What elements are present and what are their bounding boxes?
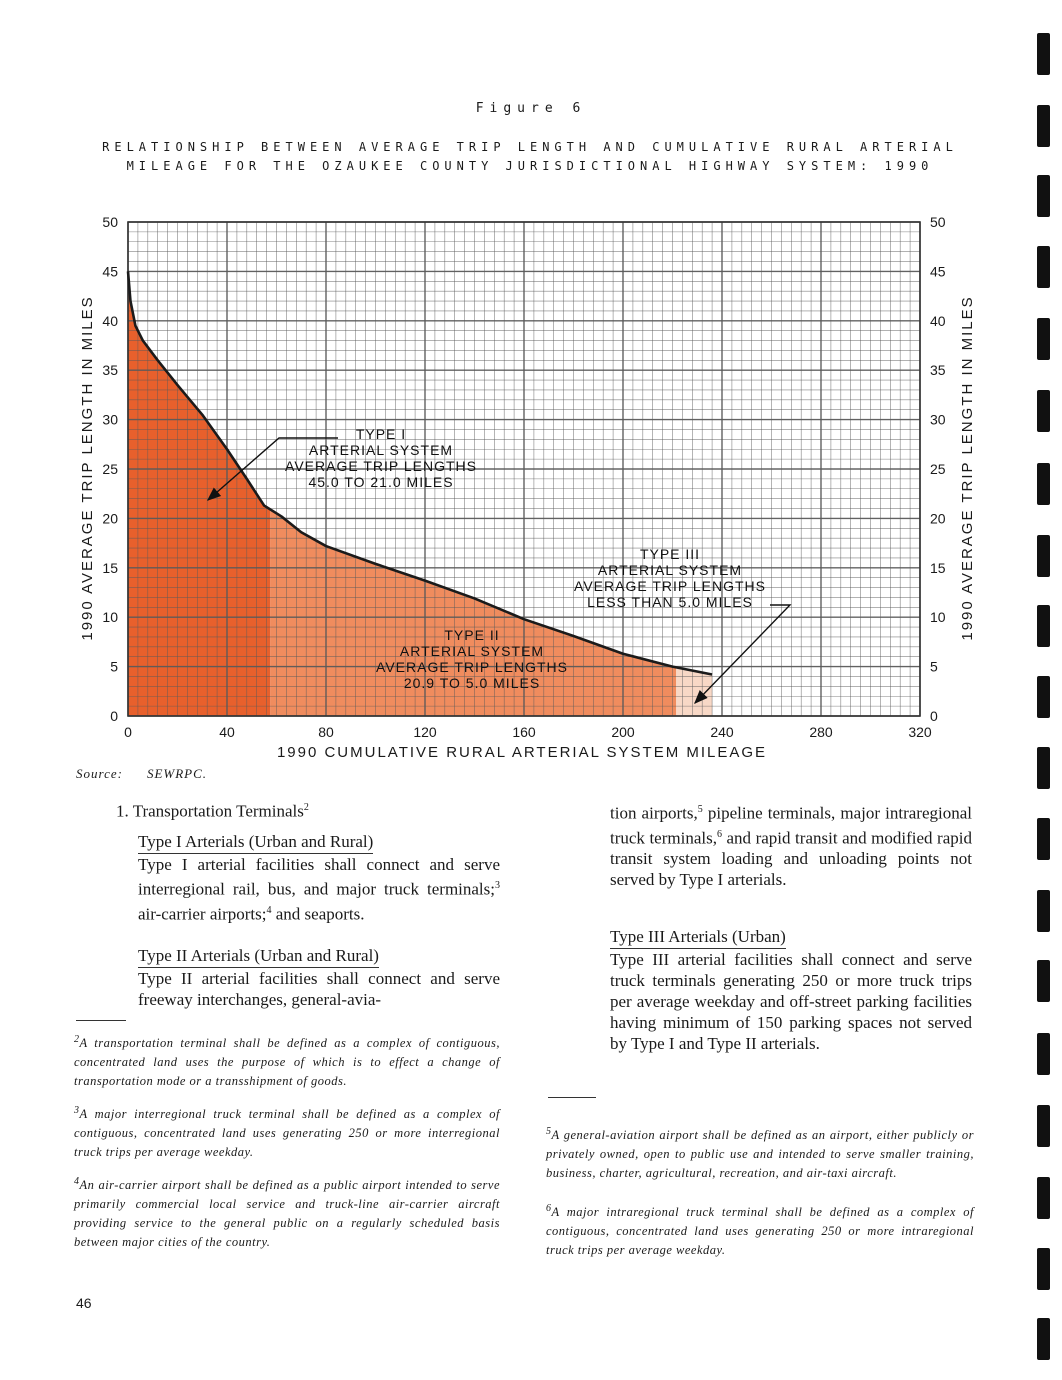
binding-mark bbox=[1037, 390, 1050, 432]
y-tick-label-left: 45 bbox=[102, 263, 118, 280]
annotation-line: TYPE I bbox=[355, 426, 407, 442]
footnote-ref-4: 4 bbox=[266, 904, 272, 916]
annotation-line: TYPE III bbox=[639, 546, 701, 562]
binding-mark bbox=[1037, 246, 1050, 288]
binding-mark bbox=[1037, 960, 1050, 1002]
footnote-ref-3: 3 bbox=[495, 880, 500, 891]
annotation-line: AVERAGE TRIP LENGTHS bbox=[285, 458, 477, 474]
y-tick-label-left: 10 bbox=[102, 609, 118, 626]
binding-mark bbox=[1037, 463, 1050, 505]
x-tick-label: 240 bbox=[710, 724, 734, 740]
binding-mark bbox=[1037, 605, 1050, 647]
x-tick-label: 120 bbox=[413, 724, 437, 740]
x-tick-label: 320 bbox=[908, 724, 932, 740]
source-value: SEWRPC. bbox=[146, 766, 208, 781]
footnote-ref-5: 5 bbox=[697, 804, 703, 815]
y-tick-label-right: 40 bbox=[930, 312, 946, 329]
type2-heading: Type II Arterials (Urban and Rural) bbox=[138, 945, 379, 968]
x-tick-label: 0 bbox=[124, 724, 132, 740]
y-tick-label-left: 50 bbox=[102, 214, 118, 230]
binding-mark bbox=[1037, 318, 1050, 360]
footnote-divider-right bbox=[548, 1097, 596, 1098]
binding-mark bbox=[1037, 1105, 1050, 1147]
footnotes-right bbox=[546, 1122, 974, 1260]
y-tick-label-left: 15 bbox=[102, 559, 118, 576]
x-tick-label: 200 bbox=[611, 724, 635, 740]
binding-mark bbox=[1037, 1248, 1050, 1290]
figure-title-line-1: RELATIONSHIP BETWEEN AVERAGE TRIP LENGTH AND CUMULATIVE RURAL ARTERIAL bbox=[102, 140, 958, 154]
y-tick-label-right: 5 bbox=[930, 658, 938, 675]
y-tick-label-right: 35 bbox=[930, 362, 946, 379]
type1-heading: Type I Arterials (Urban and Rural) bbox=[138, 831, 373, 854]
y-tick-label-right: 50 bbox=[930, 214, 946, 230]
y-tick-label-left: 40 bbox=[102, 312, 118, 329]
source-label: Source: bbox=[76, 766, 123, 781]
type1-paragraph: Type I arterial facilities shall connect and serve interregional rail, bus, and major truck terminals;$^3$ air-carrier airports;$^4$ and seaports. bbox=[138, 855, 500, 924]
y-tick-label-right: 20 bbox=[930, 510, 946, 527]
y-axis-label-left: 1990 AVERAGE TRIP LENGTH IN MILES bbox=[79, 295, 96, 641]
y-tick-label-left: 30 bbox=[102, 411, 118, 428]
annotation-line: ARTERIAL SYSTEM bbox=[308, 442, 454, 458]
y-tick-label-left: 25 bbox=[102, 461, 118, 477]
y-tick-label-right: 0 bbox=[930, 708, 938, 724]
figure-label: Figure 6 bbox=[475, 101, 587, 116]
x-axis-label: 1990 CUMULATIVE RURAL ARTERIAL SYSTEM MILEAGE bbox=[276, 744, 768, 761]
binding-mark bbox=[1037, 105, 1050, 147]
x-tick-label: 160 bbox=[512, 724, 536, 740]
type3-paragraph: Type III arterial facilities shall connect and serve truck terminals generating 250 or more truck trips per average weekday and off-street parking facilities having minimum of 150 parking spaces not served by Type I and Type II arterials. bbox=[610, 950, 972, 1053]
y-tick-label-right: 25 bbox=[930, 461, 946, 477]
type2-paragraph: Type II arterial facilities shall connect and serve freeway interchanges, general-avia- bbox=[138, 969, 500, 1009]
footnote-ref-6: 6 bbox=[716, 828, 722, 840]
y-tick-label-right: 10 bbox=[930, 609, 946, 626]
annotation-line: TYPE II bbox=[444, 627, 500, 643]
binding-mark bbox=[1037, 890, 1050, 932]
type3-heading: Type III Arterials (Urban) bbox=[610, 926, 786, 949]
type3-block bbox=[610, 926, 972, 1054]
type1-block bbox=[138, 831, 500, 924]
footnote-4: $^4$An air-carrier airport shall be defined as a public airport intended to serve primarily commercial local service and truck-line air-carrier aircraft providing service to the general public on a regularly scheduled basis between major cities of the country. bbox=[74, 1176, 500, 1250]
y-tick-label-right: 30 bbox=[930, 411, 946, 428]
footnote-2: $^2$A transportation terminal shall be defined as a complex of contiguous, concentrated land uses the purpose of which is to effect a change of transportation mode or a transshipment of goods. bbox=[74, 1034, 500, 1089]
y-tick-label-left: 20 bbox=[102, 510, 118, 527]
x-tick-label: 80 bbox=[318, 724, 334, 740]
annotation-line: ARTERIAL SYSTEM bbox=[597, 562, 743, 578]
section-title: 1. Transportation Terminals$^2$ bbox=[116, 801, 309, 821]
footnote-divider-left bbox=[76, 1020, 126, 1021]
binding-mark bbox=[1037, 1177, 1050, 1219]
binding-mark bbox=[1037, 676, 1050, 718]
binding-mark bbox=[1037, 535, 1050, 577]
binding-mark bbox=[1037, 818, 1050, 860]
region-fill-type-1 bbox=[128, 271, 270, 716]
figure-title-line-2: MILEAGE FOR THE OZAUKEE COUNTY JURISDICTIONAL HIGHWAY SYSTEM: 1990 bbox=[126, 159, 934, 173]
chart-grid bbox=[128, 222, 920, 716]
annotation-line: LESS THAN 5.0 MILES bbox=[587, 594, 753, 610]
footnote-3: $^3$A major interregional truck terminal shall be defined as a complex of contiguous, concentrated land uses generating 250 or more interregional truck trips per average weekday. bbox=[74, 1105, 500, 1160]
annotation-line: AVERAGE TRIP LENGTHS bbox=[574, 578, 766, 594]
annotation-line: AVERAGE TRIP LENGTHS bbox=[376, 659, 568, 675]
binding-mark bbox=[1037, 1033, 1050, 1075]
page-number: 46 bbox=[76, 1295, 92, 1311]
annotation-line: 20.9 TO 5.0 MILES bbox=[403, 675, 541, 691]
type2-block bbox=[138, 945, 500, 1010]
right-continuation: tion airports,$^5$ pipeline terminals, major intraregional truck terminals,$^6$ and rapid transit and modified rapid transit system loading and unloading points not served by Type I arterials. bbox=[610, 803, 972, 890]
y-tick-label-left: 5 bbox=[110, 658, 118, 675]
footnote-5: $^5$A general-aviation airport shall be defined as an airport, either publicly or privately owned, open to public use and intended to serve smaller training, business, charter, agricultural, recreation, and air-taxi aircraft. bbox=[546, 1126, 974, 1181]
binding-mark bbox=[1037, 747, 1050, 789]
figure-source bbox=[76, 766, 207, 782]
binding-mark bbox=[1037, 33, 1050, 75]
leader-arrow-type-3 bbox=[695, 605, 790, 703]
y-axis-label-right: 1990 AVERAGE TRIP LENGTH IN MILES bbox=[959, 295, 976, 641]
y-tick-label-right: 15 bbox=[930, 559, 946, 576]
footnote-6: $^6$A major intraregional truck terminal shall be defined as a complex of contiguous, concentrated land uses generating 250 or more intraregional truck trips per average weekday. bbox=[546, 1203, 974, 1258]
y-tick-label-left: 35 bbox=[102, 362, 118, 379]
y-tick-label-right: 45 bbox=[930, 263, 946, 280]
x-tick-label: 40 bbox=[219, 724, 235, 740]
binding-mark bbox=[1037, 1318, 1050, 1360]
annotation-line: 45.0 TO 21.0 MILES bbox=[308, 474, 454, 490]
x-tick-label: 280 bbox=[809, 724, 833, 740]
binding-mark bbox=[1037, 175, 1050, 217]
y-tick-label-left: 0 bbox=[110, 708, 118, 724]
footnotes-left bbox=[74, 1030, 500, 1252]
footnote-ref-2: 2 bbox=[303, 802, 309, 813]
annotation-line: ARTERIAL SYSTEM bbox=[399, 643, 545, 659]
